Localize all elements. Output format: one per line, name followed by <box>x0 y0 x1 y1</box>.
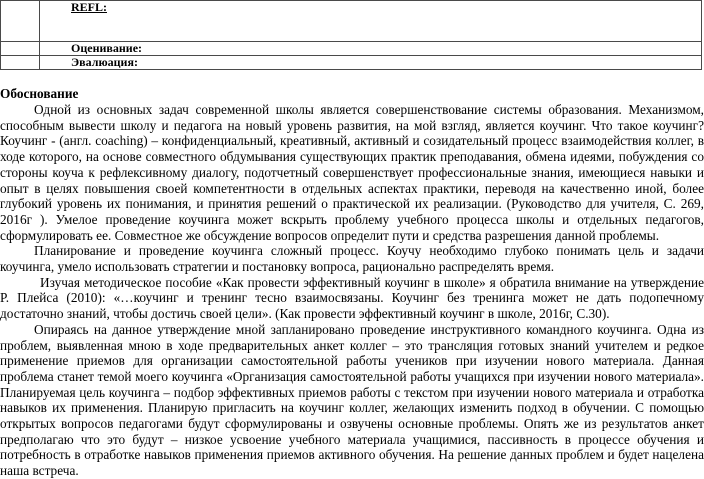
reflection-table <box>0 0 702 70</box>
table-cell-refl <box>40 1 702 42</box>
refl-label: REFL: <box>71 0 107 14</box>
table-cell-evaluation <box>40 56 702 70</box>
body-text <box>0 102 704 479</box>
table-row <box>1 1 702 42</box>
table-row <box>1 56 702 70</box>
table-cell-empty <box>1 56 40 70</box>
paragraph-3: Изучая методическое пособие «Как провести эффективный коучинг в школе» я обратила внимание на утверждение Р. Плейса (2010): «…коучинг и тренинг тесно взаимосвязаны. Коучинг без тренинга может не дать подопечному достаточно знаний, чтобы достичь своей цели». (Как провести эффективный коучинг в школе, 2016г, С.30). <box>0 274 704 322</box>
paragraph-1: Одной из основных задач современной школы является совершенствование системы образования. Механизмом, способным вывести школу и педагога на новый уровень развития, на мой взгляд, является коучинг. Что такое коучинг? Коучинг - (англ. coaching) – конфиденциальный, креативный, активный и созидательный процесс взаимодействия коллег, в ходе которого, на основе совместного обдумывания существующих практик преподавания, обмена идеями, побуждения со стороны коуча к рефлексивному диалогу, подотчетный совершенствует профессиональные знания, имеющиеся навыки и опыт в целях повышения своей компетентности в отдельных аспектах практики, переводя на качественно иной, более глубокий уровень их понимания, и принятия решений о практической их реализации. (Руководство для учителя, С. 269, 2016г ). Умелое проведение коучинга может вскрыть проблему учебного процесса школы и отдельных педагогов, сформулировать ее. Совместное же обсуждение вопросов определит пути и средства разрешения данной проблемы. <box>0 102 704 243</box>
evaluation-label: Эвалюация: <box>71 55 138 69</box>
table-cell-empty <box>1 1 40 42</box>
paragraph-4: Опираясь на данное утверждение мной запланировано проведение инструктивного командного коучинга. Одна из проблем, выявленная мною в ходе предварительных анкет коллег – это трансляция готовых знаний учителем и редкое применение приемов для организации самостоятельной работы учеников при изучении нового материала. Данная проблема станет темой моего коучинга «Организация самостоятельной работы учащихся при изучении нового материала». Планируемая цель коучинга – подбор эффективных приемов работы с текстом при изучении нового материала и отработка навыков их применения. Планирую пригласить на коучинг коллег, желающих изменить подход в обучении. С помощью открытых вопросов педагогами будут сформулированы и озвучены основные проблемы. Опять же из результатов анкет предполагаю что это будут – низкое усвоение учебного материала учащимися, пассивность в процессе обучения и потребность в отработке навыков применения приемов активного обучения. На решение данных проблем и будет нацелена наша встреча. <box>0 321 704 479</box>
assessment-label: Оценивание: <box>71 41 143 55</box>
table-row <box>1 42 702 56</box>
paragraph-2: Планирование и проведение коучинга сложный процесс. Коучу необходимо глубоко понимать цель и задачи коучинга, умело использовать стратегии и постановку вопроса, рационально распределять время. <box>0 243 704 275</box>
table-cell-assessment <box>40 42 702 56</box>
table-cell-empty <box>1 42 40 56</box>
section-title: Обоснование <box>0 86 79 101</box>
